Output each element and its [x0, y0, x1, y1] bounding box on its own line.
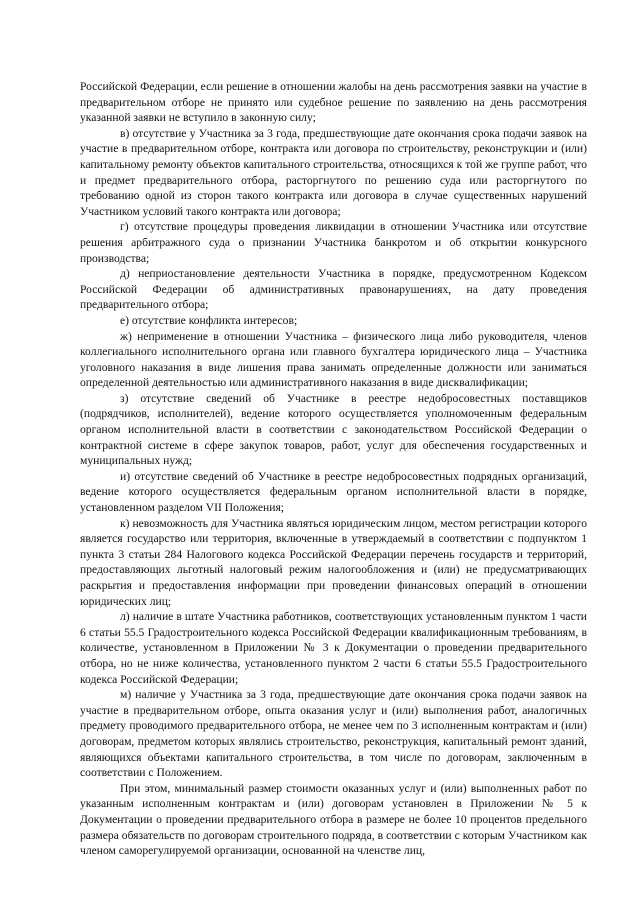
paragraph-item-d: д) неприостановление деятельности Участника в порядке, предусмотренном Кодексом Российской Федерации об административных правонарушениях, на дату проведения предварительного отбора;	[80, 267, 587, 312]
paragraph-item-zh: ж) неприменение в отношении Участника – физического лица либо руководителя, членов коллегиального исполнительного органа или главного бухгалтера юридического лица – Участника уголовного наказания в виде лишения права занимать определенные должности или заниматься определенной деятельностью или административного наказания в виде дисквалификации;	[80, 329, 587, 390]
paragraph-continuation: Российской Федерации, если решение в отношении жалобы на день рассмотрения заявки на участие в предварительном отборе не принято или судебное решение по заявлению на день рассмотрения указанной заявки не вступило в законную силу;	[80, 80, 587, 125]
paragraph-min-cost: При этом, минимальный размер стоимости оказанных услуг и (или) выполненных работ по указанным исполненным контрактам и (или) договорам установлен в Приложении № 5 к Документации о проведении предварительного отбора в размере не более 10 процентов предельного размера обязательств по договорам строительного подряда, в соответствии с которым Участником как членом саморегулируемой организации, основанной на членстве лиц,	[80, 781, 587, 858]
paragraph-item-i: и) отсутствие сведений об Участнике в реестре недобросовестных подрядных организаций, ведение которого осуществляется федеральным органом исполнительной власти в порядке, установленном разделом VII Положения;	[80, 469, 587, 515]
paragraph-item-l: л) наличие в штате Участника работников, соответствующих установленным пунктом 1 части 6 статьи 55.5 Градостроительного кодекса Российской Федерации квалификационным требованиям, в количестве, установленном в Приложении № 3 к Документации о проведении предварительного отбора, но не ниже количества, установленного пунктом 2 части 6 статьи 55.5 Градостроительного кодекса Российской Федерации;	[80, 610, 587, 686]
paragraph-item-v: в) отсутствие у Участника за 3 года, предшествующие дате окончания срока подачи заявок на участие в предварительном отборе, контракта или договора по строительству, реконструкции и (или) капитальному ремонту объектов капитального строительства, относящихся к той же группе работ, что и предмет предварительного отбора, расторгнутого по решению суда или расторгнутого по требованию одной из сторон такого контракта или договора в случае существенных нарушений Участником условий такого контракта или договора;	[80, 126, 587, 218]
paragraph-item-g: г) отсутствие процедуры проведения ликвидации в отношении Участника или отсутствие решения арбитражного суда о признании Участника банкротом и об открытии конкурсного производства;	[80, 220, 587, 265]
paragraph-item-k: к) невозможность для Участника являться юридическим лицом, местом регистрации которого является государство или территория, включенные в утверждаемый в соответствии с подпунктом 1 пункта 3 статьи 284 Налогового кодекса Российской Федерации перечень государств и территорий, предоставляющих льготный налоговый режим налогообложения и (или) не предусматривающих раскрытия и предоставления информации при проведении финансовых операций в отношении юридических лиц;	[80, 516, 587, 608]
paragraph-item-m: м) наличие у Участника за 3 года, предшествующие дате окончания срока подачи заявок на участие в предварительном отборе, опыта оказания услуг и (или) выполнения работ, аналогичных предмету проводимого предварительного отбора, не менее чем по 3 исполненным контрактам и (или) договорам, предметом которых являлись строительство, реконструкция, капитальный ремонт зданий, являющихся объектами капитального строительства, в том числе по договорам, заключенным в соответствии с Положением.	[80, 688, 587, 780]
paragraph-item-z: з) отсутствие сведений об Участнике в реестре недобросовестных поставщиков (подрядчиков, исполнителей), ведение которого осуществляется уполномоченным федеральным органом исполнительной власти в соответствии с законодательством Российской Федерации о контрактной системе в сфере закупок товаров, работ, услуг для обеспечения государственных и муниципальных нужд;	[80, 391, 587, 468]
paragraph-item-e: е) отсутствие конфликта интересов;	[120, 313, 298, 327]
